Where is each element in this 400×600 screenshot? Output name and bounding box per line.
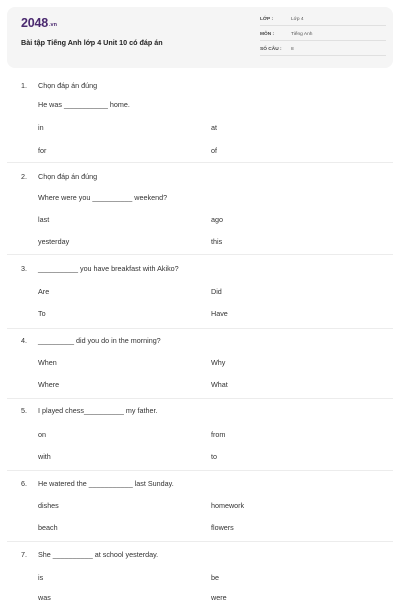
meta-row-question-count [260, 45, 386, 56]
answer-option-c[interactable]: with [38, 452, 51, 461]
question-text: She __________ at school yesterday. [38, 550, 159, 559]
answer-option-a[interactable]: on [38, 430, 46, 439]
question-text: __________ you have breakfast with Akiko? [38, 264, 179, 273]
meta-label: MÔN : [260, 32, 275, 37]
question-number: 1. [21, 81, 27, 90]
question-instruction: Chọn đáp án đúng [38, 81, 98, 90]
answer-option-c[interactable]: Where [38, 380, 60, 389]
question-text: I played chess__________ my father. [38, 406, 158, 415]
meta-label: LỚP : [260, 17, 274, 22]
question-number: 2. [21, 172, 27, 181]
question-text: _________ did you do in the morning? [38, 336, 161, 345]
answer-option-b[interactable]: from [211, 430, 226, 439]
answer-option-b[interactable]: Why [211, 358, 226, 367]
question-number: 7. [21, 550, 27, 559]
divider [7, 328, 393, 329]
answer-option-b[interactable]: Did [211, 287, 222, 296]
divider [7, 254, 393, 255]
meta-value: Lớp 4 [291, 17, 304, 22]
answer-option-c[interactable]: for [38, 146, 47, 155]
question-instruction: Chọn đáp án đúng [38, 172, 98, 181]
answer-option-a[interactable]: is [38, 573, 44, 582]
answer-option-c[interactable]: yesterday [38, 237, 70, 246]
page-title: Bài tập Tiếng Anh lớp 4 Unit 10 có đáp án [21, 38, 163, 47]
answer-option-d[interactable]: were [211, 593, 227, 600]
question-number: 4. [21, 336, 27, 345]
meta-row-grade [260, 15, 386, 26]
answer-option-c[interactable]: To [38, 309, 46, 318]
divider [7, 470, 393, 471]
answer-option-d[interactable]: to [211, 452, 217, 461]
meta-row-subject [260, 30, 386, 41]
question-text: He was ___________ home. [38, 100, 130, 109]
divider [7, 162, 393, 163]
answer-option-c[interactable]: beach [38, 523, 58, 532]
meta-label: SỐ CÂU : [260, 47, 282, 52]
answer-option-a[interactable]: dishes [38, 501, 59, 510]
question-text: Where were you __________ weekend? [38, 193, 168, 202]
answer-option-d[interactable]: flowers [211, 523, 234, 532]
answer-option-b[interactable]: at [211, 123, 217, 132]
meta-value: 8 [291, 47, 294, 52]
answer-option-b[interactable]: be [211, 573, 219, 582]
answer-option-d[interactable]: Have [211, 309, 228, 318]
divider [7, 398, 393, 399]
meta-value: Tiếng Anh [291, 32, 313, 37]
question-text: He watered the ___________ last Sunday. [38, 479, 174, 488]
answer-option-d[interactable]: of [211, 146, 217, 155]
site-logo[interactable] [21, 15, 57, 31]
logo-suffix: .vn [49, 22, 57, 28]
answer-option-b[interactable]: ago [211, 215, 223, 224]
divider [7, 541, 393, 542]
header [7, 7, 393, 68]
question-number: 5. [21, 406, 27, 415]
answer-option-a[interactable]: in [38, 123, 44, 132]
question-number: 3. [21, 264, 27, 273]
question-number: 6. [21, 479, 27, 488]
logo-text: 2048 [21, 16, 49, 30]
answer-option-c[interactable]: was [38, 593, 51, 600]
answer-option-a[interactable]: When [38, 358, 57, 367]
answer-option-a[interactable]: Are [38, 287, 50, 296]
answer-option-b[interactable]: homework [211, 501, 245, 510]
answer-option-a[interactable]: last [38, 215, 50, 224]
answer-option-d[interactable]: What [211, 380, 228, 389]
answer-option-d[interactable]: this [211, 237, 223, 246]
